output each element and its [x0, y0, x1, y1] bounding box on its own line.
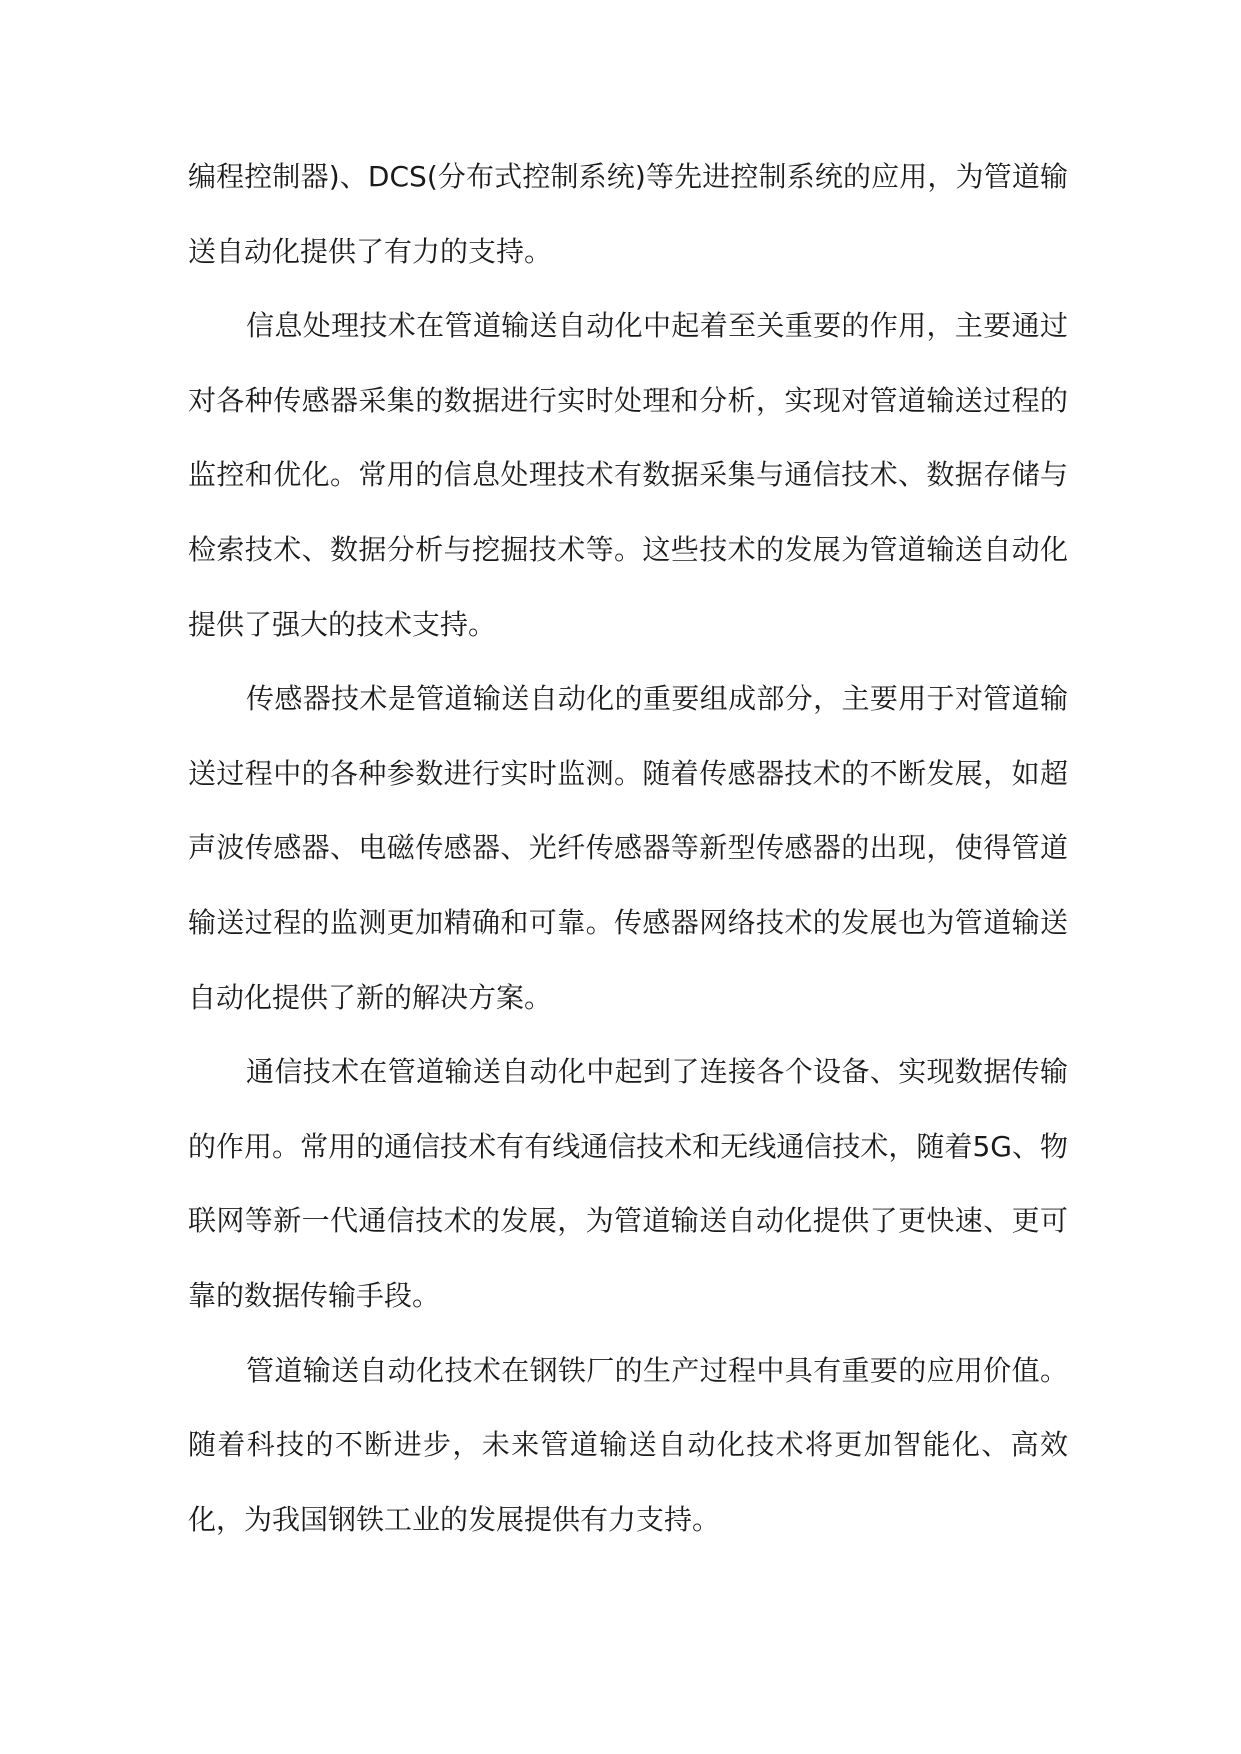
paragraph-communication-technology: 通信技术在管道输送自动化中起到了连接各个设备、实现数据传输的作用。常用的通信技术有有线通信技术和无线通信技术，随着5G、物联网等新一代通信技术的发展，为管道输送自动化提供了更快速、更可靠的数据传输手段。 [188, 1055, 1068, 1312]
body-text [188, 140, 1068, 1557]
paragraph-control-systems: 编程控制器)、DCS(分布式控制系统)等先进控制系统的应用，为管道输送自动化提供了有力的支持。 [188, 160, 1068, 268]
paragraph-information-processing: 信息处理技术在管道输送自动化中起着至关重要的作用，主要通过对各种传感器采集的数据进行实时处理和分析，实现对管道输送过程的监控和优化。常用的信息处理技术有数据采集与通信技术、数据存储与检索技术、数据分析与挖掘技术等。这些技术的发展为管道输送自动化提供了强大的技术支持。 [188, 309, 1068, 641]
paragraph-conclusion: 管道输送自动化技术在钢铁厂的生产过程中具有重要的应用价值。随着科技的不断进步，未来管道输送自动化技术将更加智能化、高效化，为我国钢铁工业的发展提供有力支持。 [188, 1353, 1068, 1536]
paragraph-sensor-technology: 传感器技术是管道输送自动化的重要组成部分，主要用于对管道输送过程中的各种参数进行实时监测。随着传感器技术的不断发展，如超声波传感器、电磁传感器、光纤传感器等新型传感器的出现，使得管道输送过程的监测更加精确和可靠。传感器网络技术的发展也为管道输送自动化提供了新的解决方案。 [188, 682, 1068, 1014]
